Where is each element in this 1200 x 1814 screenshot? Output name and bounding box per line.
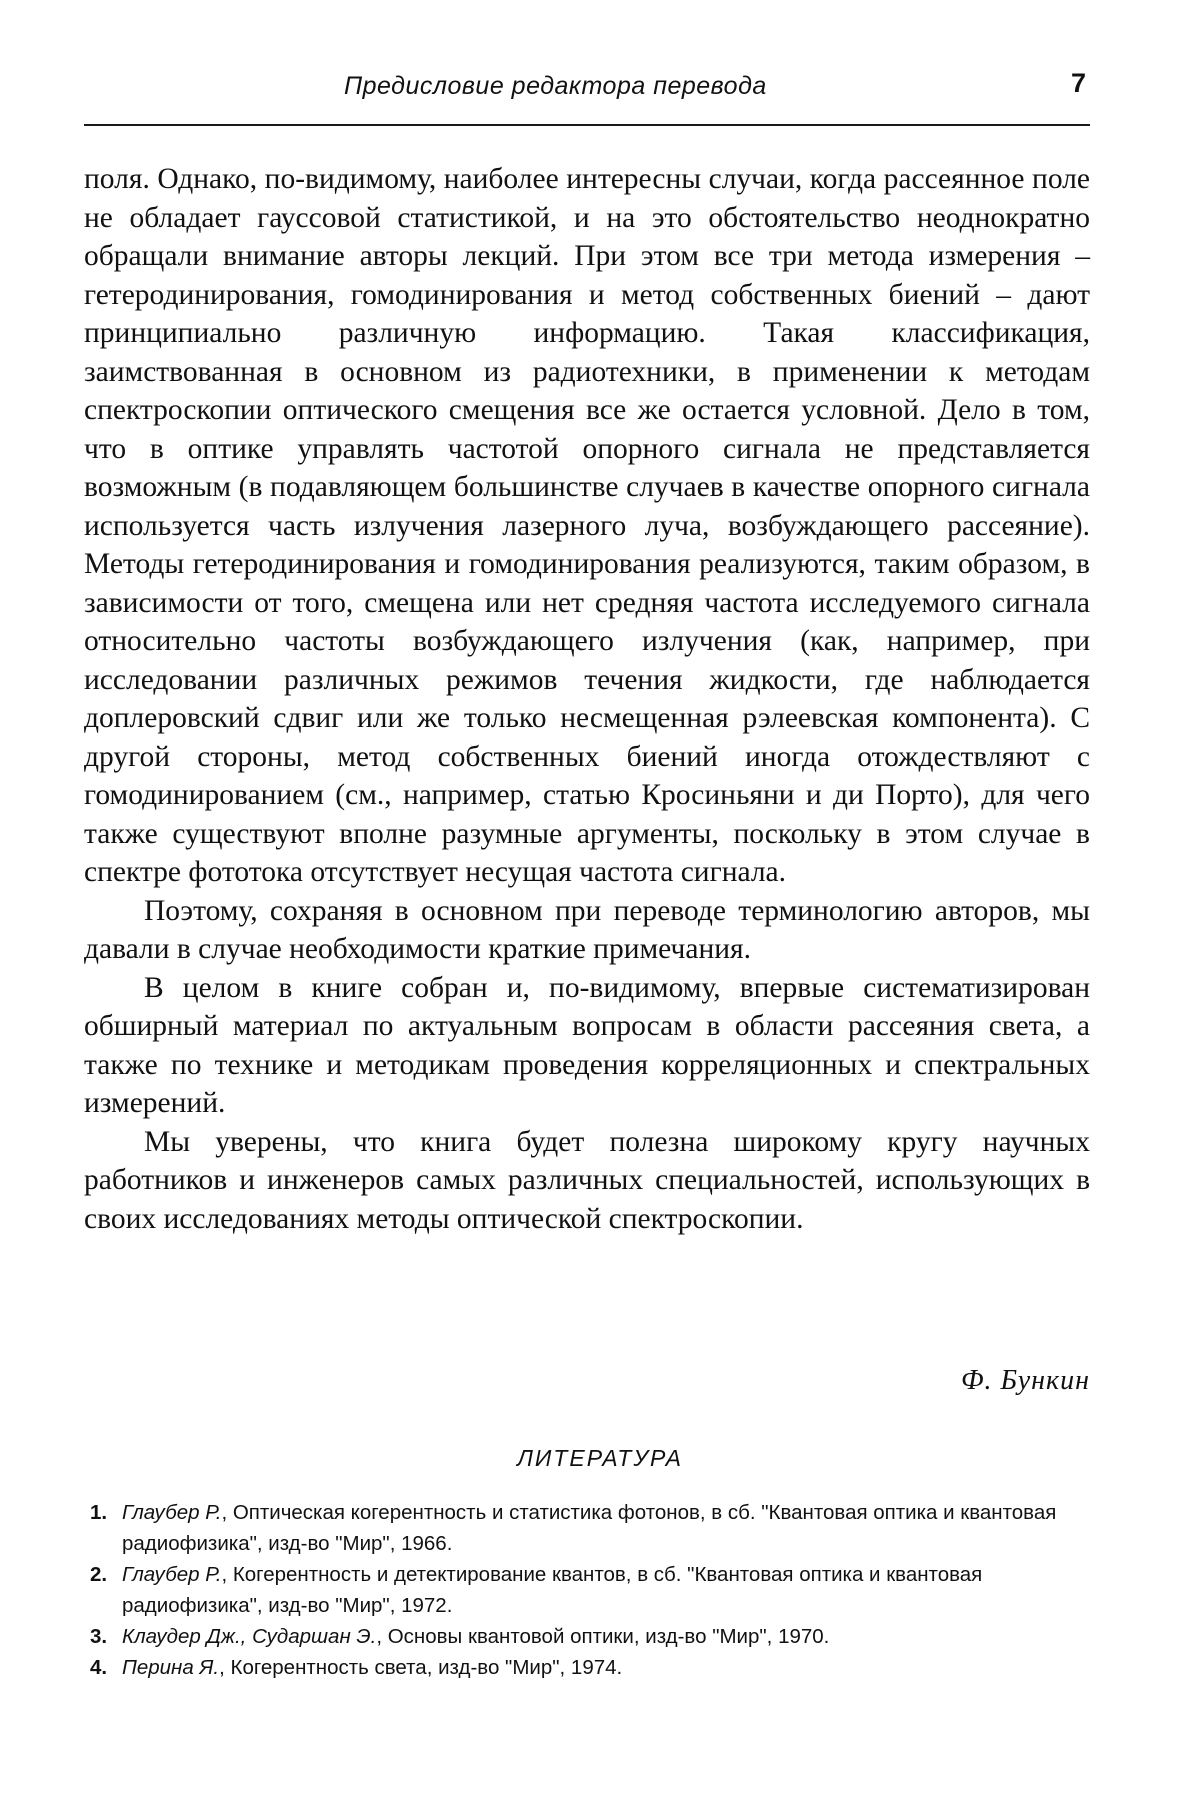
reference-author: Глаубер Р. bbox=[122, 1563, 222, 1586]
reference-item bbox=[90, 1652, 1095, 1683]
reference-text: , Когерентность света, изд-во "Мир", 1974. bbox=[219, 1656, 623, 1679]
reference-number: 4. bbox=[90, 1656, 108, 1679]
reference-item bbox=[90, 1559, 1095, 1621]
reference-author: Глаубер Р. bbox=[122, 1501, 222, 1524]
reference-author: Клаудер Дж., Сударшан Э. bbox=[122, 1625, 377, 1648]
references-list bbox=[90, 1497, 1095, 1683]
running-title: Предисловие редактора перевода bbox=[344, 72, 767, 100]
reference-author: Перина Я. bbox=[122, 1656, 220, 1679]
reference-text: , Основы квантовой оптики, изд-во "Мир", 1970. bbox=[376, 1625, 830, 1648]
reference-number: 3. bbox=[90, 1625, 108, 1648]
paragraph-2: Поэтому, сохраняя в основном при переводе терминологию авторов, мы давали в случае необходимости краткие примечания. bbox=[84, 894, 1090, 965]
page-number: 7 bbox=[1070, 68, 1086, 98]
running-header bbox=[84, 64, 1090, 126]
editor-signature: Ф. Бункин bbox=[961, 1365, 1090, 1396]
reference-item bbox=[90, 1621, 1095, 1652]
reference-item bbox=[90, 1497, 1095, 1559]
paragraph-3: В целом в книге собран и, по-видимому, впервые систематизирован обширный материал по актуальным вопросам в области рассеяния света, а также по технике и методикам проведения корреляционных и спектральных измерений. bbox=[84, 971, 1090, 1119]
paragraph-1: поля. Однако, по-видимому, наиболее интересны случаи, когда рассеянное поле не обладает гауссовой статистикой, и на это обстоятельство неоднократно обращали внимание авторы лекций. При этом все три метода измерения – гетеродинирования, гомодинирования и метод собственных биений – дают принципиально различную информацию. Такая классификация, заимствованная в основном из радиотехники, в применении к методам спектроскопии оптического смещения все же остается условной. Дело в том, что в оптике управлять частотой опорного сигнала не представляется возможным (в подавляющем большинстве случаев в качестве опорного сигнала используется часть излучения лазерного луча, возбуждающего рассеяние). Методы гетеродинирования и гомодинирования реализуются, таким образом, в зависимости от того, смещена или нет средняя частота исследуемого сигнала относительно частоты возбуждающего излучения (как, например, при исследовании различных режимов течения жидкости, где наблюдается доплеровский сдвиг или же только несмещенная рэлеевская компонента). С другой стороны, метод собственных биений иногда отождествляют с гомодинированием (см., например, статью Кросиньяни и ди Порто), для чего также существуют вполне разумные аргументы, поскольку в этом случае в спектре фототока отсутствует несущая частота сигнала. bbox=[84, 163, 1090, 888]
reference-number: 1. bbox=[90, 1501, 108, 1524]
main-text bbox=[84, 160, 1090, 1238]
reference-text: , Когерентность и детектирование квантов, в сб. "Квантовая оптика и квантовая радиофизика", изд-во "Мир", 1972. bbox=[122, 1563, 983, 1617]
reference-number: 2. bbox=[90, 1563, 108, 1586]
reference-text: , Оптическая когерентность и статистика фотонов, в сб. "Квантовая оптика и квантовая радиофизика", изд-во "Мир", 1966. bbox=[122, 1501, 1057, 1555]
references-heading: ЛИТЕРАТУРА bbox=[517, 1445, 683, 1471]
paragraph-4: Мы уверены, что книга будет полезна широкому кругу научных работников и инженеров самых различных специальностей, использующих в своих исследованиях методы оптической спектроскопии. bbox=[84, 1125, 1090, 1235]
